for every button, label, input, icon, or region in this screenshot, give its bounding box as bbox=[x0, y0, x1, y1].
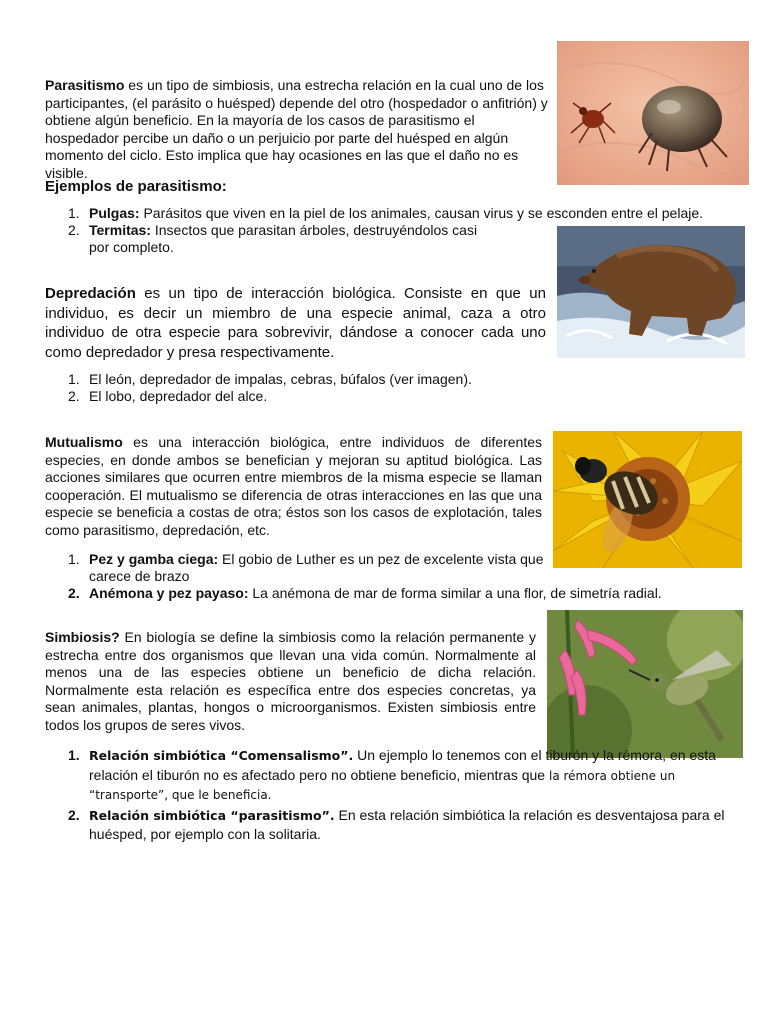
depredacion-text: es un tipo de interacción biológica. Consiste en que un individuo, es decir un miembro de una especie animal, caza a otro individuo de otra especie para sobrevivir, dándose a conocer cada uno como depredador y presa respectivamente. bbox=[45, 285, 546, 361]
mutualismo-term: Mutualismo bbox=[45, 434, 123, 450]
list-item: 2. Relación simbiótica “parasitismo”. En esta relación simbiótica la relación es desventajosa para el huésped, por ejemplo con la solitaria. bbox=[68, 806, 725, 842]
simbiosis-term: Simbiosis? bbox=[45, 629, 120, 645]
list-item: 2. Anémona y pez payaso: La anémona de mar de forma similar a una flor, de simetría radial. bbox=[68, 585, 662, 601]
parasitismo-text: es un tipo de simbiosis, una estrecha relación en la cual uno de los participantes, (el parásito o huésped) depende del otro (hospedador o anfitrión) y obtiene algún beneficio. En la mayoría de los casos de parasitismo el hospedador percibe un daño o un perjuicio por parte del huésped en algún momento del ciclo. Esto implica que hay ocasiones en las que el daño no es visible. bbox=[45, 77, 548, 181]
simbiosis-paragraph bbox=[45, 629, 536, 734]
bear-photo bbox=[557, 226, 745, 358]
list-item: 1. Pez y gamba ciega: El gobio de Luther es un pez de excelente vista que carece de brazo bbox=[68, 551, 544, 584]
pulgas-label: Pulgas: bbox=[89, 205, 140, 221]
parasitismo-examples-heading: Ejemplos de parasitismo: bbox=[45, 178, 227, 195]
anemona-label: Anémona y pez payaso: bbox=[89, 585, 249, 601]
list-item: 1. Relación simbiótica “Comensalismo”. Un ejemplo lo tenemos con el tiburón y la rémora, en esta relación el tiburón no es afectado pero no obtiene beneficio, mientras que la rémora obtiene un “transporte”, que le beneficia. bbox=[68, 747, 716, 802]
list-item: 2. Termitas: Insectos que parasitan árboles, destruyéndolos casi por completo. bbox=[68, 222, 478, 255]
mutualismo-paragraph bbox=[45, 434, 542, 539]
mutualismo-text: es una interacción biológica, entre individuos de diferentes especies, en donde ambos se benefician y mejoran su aptitud biológica. Las acciones similares que ocurren entre miembros de la misma especie se llaman cooperación. El mutualismo se diferencia de otras interacciones en las que una especie se beneficia a costas de otra; éstos son los casos de explotación, tales como parasitismo, depredación, etc. bbox=[45, 434, 542, 538]
depredacion-paragraph bbox=[45, 284, 546, 362]
depredacion-term: Depredación bbox=[45, 285, 136, 302]
list-item: 1. Pulgas: Parásitos que viven en la piel de los animales, causan virus y se esconden entre el pelaje. bbox=[68, 205, 704, 221]
hummingbird-photo bbox=[547, 610, 743, 758]
comensalismo-label: Relación simbiótica “Comensalismo”. bbox=[89, 748, 354, 763]
bee-on-sunflower-photo bbox=[553, 431, 742, 568]
simbiosis-text: En biología se define la simbiosis como la relación permanente y estrecha entre dos organismos que llevan una vida común. Normalmente al menos una de las especies obtiene un beneficio de dicha relación. Normalmente esta relación es específica entre dos especies concretas, ya sean animales, plantas, hongos o microorganismos. Existen simbiosis entre todos los grupos de seres vivos. bbox=[45, 629, 536, 733]
tick-photo bbox=[557, 41, 749, 185]
list-item: 1. El león, depredador de impalas, cebras, búfalos (ver imagen). bbox=[68, 371, 472, 387]
parasitismo-term: Parasitismo bbox=[45, 77, 125, 93]
pez-gamba-label: Pez y gamba ciega: bbox=[89, 551, 219, 567]
mutualismo-examples-list bbox=[45, 551, 705, 602]
termitas-label: Termitas: bbox=[89, 222, 151, 238]
depredacion-examples-list bbox=[45, 371, 705, 405]
simbiosis-examples-list bbox=[45, 746, 725, 843]
list-item: 2. El lobo, depredador del alce. bbox=[68, 388, 268, 404]
parasitismo-simbiotica-label: Relación simbiótica “parasitismo”. bbox=[89, 807, 335, 823]
parasitismo-paragraph bbox=[45, 77, 550, 182]
